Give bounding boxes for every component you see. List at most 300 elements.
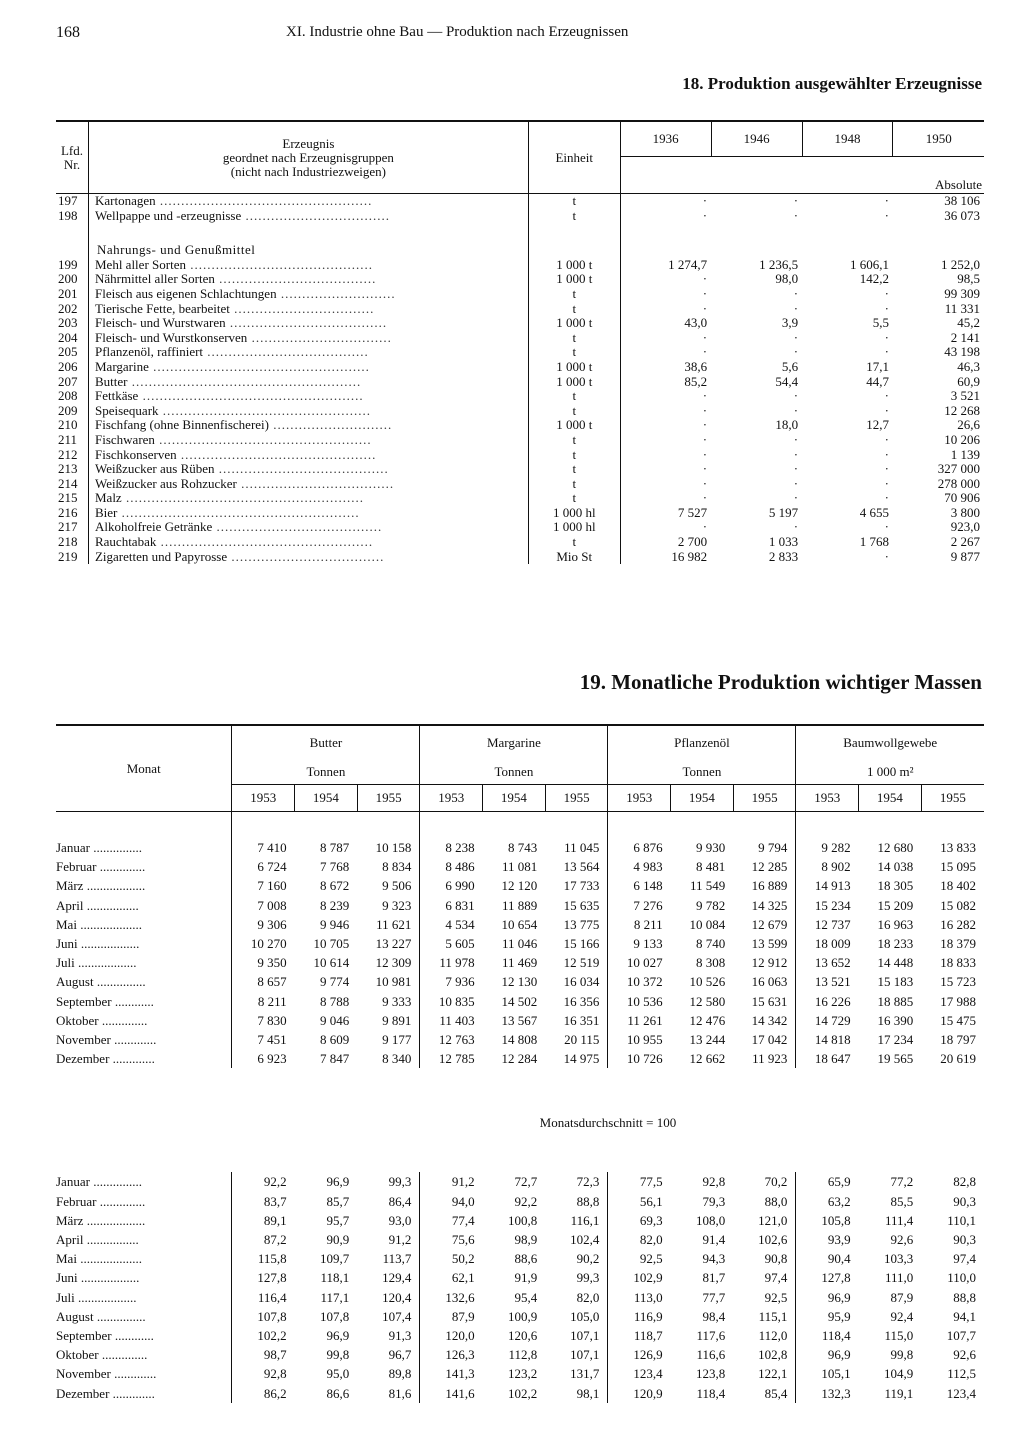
value-cell: 16 982 [671, 548, 708, 564]
value-cell: 119,1 [884, 1385, 914, 1401]
value-cell: 91,4 [702, 1232, 726, 1248]
month-label: Juni [56, 936, 78, 952]
table-row [56, 1268, 984, 1287]
month-name [56, 857, 232, 876]
value-cell: 123,4 [608, 1364, 671, 1383]
value-cell: 9 774 [320, 974, 350, 990]
month-name [56, 972, 232, 991]
month-name [56, 1326, 232, 1345]
value-cell: 91,9 [514, 1270, 538, 1286]
value-cell: 93,9 [796, 1230, 859, 1249]
value-cell: 75,6 [420, 1230, 483, 1249]
value-cell: 8 486 [420, 857, 483, 876]
value-cell: 4 983 [608, 857, 671, 876]
value-cell: 1 139 [950, 446, 980, 462]
value-cell: 9 891 [382, 1012, 412, 1028]
value-cell: 38,6 [684, 358, 708, 374]
value-cell: 90,4 [796, 1249, 859, 1268]
value-cell: · [702, 417, 708, 433]
value-cell: 3 800 [950, 504, 980, 520]
value-cell: 18 233 [877, 936, 914, 952]
value-cell: 15 723 [940, 974, 976, 990]
unit: t [528, 287, 620, 302]
table-row [56, 389, 984, 404]
value-cell: 126,3 [420, 1345, 483, 1364]
value-cell: 88,8 [576, 1193, 600, 1209]
value-cell: 9 877 [950, 548, 980, 564]
month-label: November [56, 1032, 111, 1048]
value-cell: 141,6 [420, 1384, 483, 1403]
month-name [56, 992, 232, 1011]
value-cell: 16 282 [940, 916, 976, 932]
unit: t [528, 331, 620, 346]
product-name [88, 375, 528, 390]
value-cell: 18 305 [877, 878, 914, 894]
value-cell: 9 282 [796, 838, 859, 857]
unit: 1 000 hl [528, 506, 620, 521]
value-cell: 11 403 [420, 1011, 483, 1030]
value-cell: 1 274,7 [668, 256, 708, 272]
value-cell: 9 506 [382, 878, 412, 894]
product-name: Pflanzenöl [608, 725, 796, 760]
product-label: Margarine [94, 359, 149, 374]
value-cell: 17 042 [751, 1032, 788, 1048]
product-name [88, 506, 528, 521]
unit: t [528, 389, 620, 404]
leader-dots: ................................. [229, 301, 375, 316]
value-cell: 102,6 [758, 1232, 788, 1248]
value-cell: 14 325 [751, 897, 788, 913]
value-cell: 86,2 [232, 1384, 295, 1403]
value-cell: · [793, 402, 799, 418]
row-number: 217 [56, 520, 88, 535]
value-cell: 38 106 [944, 193, 980, 208]
value-cell: 10 526 [689, 974, 726, 990]
value-cell: 17 988 [940, 993, 976, 1009]
value-cell: 14 913 [796, 876, 859, 895]
month-label: Oktober [56, 1347, 99, 1363]
value-cell: 9 177 [382, 1032, 412, 1048]
leader-dots: ................ [83, 1232, 139, 1248]
table-row [56, 462, 984, 477]
value-cell: 9 306 [232, 915, 295, 934]
value-cell: 7 410 [232, 838, 295, 857]
value-cell: 72,7 [514, 1174, 538, 1190]
product-label: Fischwaren [94, 432, 155, 447]
value-cell: · [702, 431, 708, 447]
table-row [56, 477, 984, 492]
value-cell: 116,1 [570, 1212, 600, 1228]
value-cell: 11 081 [501, 859, 538, 875]
value-cell: 81,7 [702, 1270, 726, 1286]
value-cell: 14 038 [877, 859, 914, 875]
row-number: 198 [56, 209, 88, 224]
value-cell: · [702, 193, 708, 208]
month-name [56, 1049, 232, 1068]
value-cell: 7 847 [320, 1051, 350, 1067]
month-name [56, 1288, 232, 1307]
value-cell: 95,0 [326, 1366, 350, 1382]
month-label: Mai [56, 916, 77, 932]
col-erzeugnis-line3: (nicht nach Industriezweigen) [230, 163, 386, 179]
value-cell: 102,8 [758, 1347, 788, 1363]
month-name [56, 1011, 232, 1030]
value-cell: 16 390 [877, 1012, 914, 1028]
value-cell: · [702, 329, 708, 345]
value-cell: 16 034 [563, 974, 600, 990]
leader-dots: .................. [83, 1212, 146, 1228]
value-cell: 98,9 [514, 1232, 538, 1248]
value-cell: 85,4 [764, 1385, 788, 1401]
value-cell: · [702, 207, 708, 223]
value-cell: 8 340 [382, 1051, 412, 1067]
value-cell: 77,2 [890, 1174, 914, 1190]
value-cell: 10 206 [944, 431, 980, 447]
value-cell: 9 323 [382, 897, 412, 913]
value-cell: 96,9 [796, 1345, 859, 1364]
value-cell: · [793, 446, 799, 462]
table-row [56, 1192, 984, 1211]
value-cell: 105,8 [796, 1211, 859, 1230]
value-cell: 5,5 [872, 315, 889, 331]
value-cell: 8 787 [320, 840, 350, 855]
page-number: 168 [56, 24, 80, 41]
row-number: 206 [56, 360, 88, 375]
product-name [88, 287, 528, 302]
month-name [56, 1345, 232, 1364]
value-cell: 11 046 [501, 936, 538, 952]
value-cell: · [884, 548, 889, 564]
month-label: Februar [56, 859, 97, 875]
product-name [88, 550, 528, 565]
value-cell: 4 655 [859, 504, 889, 520]
value-cell: 90,8 [764, 1251, 788, 1267]
value-cell: 12 285 [751, 859, 788, 875]
value-cell: 107,8 [320, 1308, 350, 1324]
table-row [56, 838, 984, 857]
value-cell: 92,8 [232, 1364, 295, 1383]
leader-dots: ..................................... [225, 316, 388, 331]
value-cell: 95,9 [796, 1307, 859, 1326]
value-cell: 98,1 [576, 1385, 600, 1401]
value-cell: 1 606,1 [849, 256, 889, 272]
product-label: Pflanzenöl, raffiniert [94, 345, 204, 360]
value-cell: · [793, 285, 799, 301]
product-label: Fleisch- und Wurstwaren [94, 316, 226, 331]
table-row [56, 506, 984, 521]
value-cell: 1 236,5 [759, 256, 799, 272]
value-cell: 120,6 [508, 1328, 538, 1344]
value-cell: 56,1 [608, 1192, 671, 1211]
value-cell: 99,3 [576, 1270, 600, 1286]
value-cell: 18 402 [940, 878, 976, 894]
leader-dots: .............. [98, 1012, 148, 1028]
value-cell: 100,8 [508, 1212, 538, 1228]
row-number: 209 [56, 404, 88, 419]
value-cell: 12 785 [420, 1049, 483, 1068]
table-row [56, 857, 984, 876]
value-cell: 12 737 [796, 915, 859, 934]
value-cell: 18 009 [796, 934, 859, 953]
value-cell: 100,9 [508, 1308, 538, 1324]
value-cell: 11 469 [501, 955, 538, 971]
value-cell: 83,7 [232, 1192, 295, 1211]
leader-dots: ............... [89, 840, 142, 855]
month-label: November [56, 1366, 111, 1382]
value-cell: 12 284 [501, 1051, 538, 1067]
leader-dots: .................. [74, 1289, 137, 1305]
value-cell: 4 534 [420, 915, 483, 934]
product-name [88, 520, 528, 535]
value-cell: 7 830 [232, 1011, 295, 1030]
value-cell: 107,1 [570, 1328, 600, 1344]
value-cell: · [793, 461, 799, 477]
value-cell: 92,8 [702, 1174, 726, 1190]
month-name [56, 1172, 232, 1191]
value-cell: 11 621 [376, 916, 412, 932]
table-row [56, 535, 984, 550]
value-cell: 10 654 [501, 916, 538, 932]
month-name [56, 1030, 232, 1049]
value-cell: 12 763 [420, 1030, 483, 1049]
value-cell: 12 679 [751, 916, 788, 932]
year-header: 1954 [483, 785, 546, 812]
col-monat: Monat [56, 725, 232, 812]
value-cell: 99,3 [388, 1174, 412, 1190]
leader-dots: ............. [110, 1366, 157, 1382]
value-cell: 278 000 [937, 475, 980, 491]
row-number: 208 [56, 389, 88, 404]
month-label: September [56, 993, 112, 1009]
unit: t [528, 477, 620, 492]
value-cell: 105,0 [570, 1308, 600, 1324]
row-number: 207 [56, 375, 88, 390]
page-header [40, 24, 984, 44]
col-erzeugnis-line1: Erzeugnis [282, 135, 335, 151]
value-cell: 8 788 [320, 993, 350, 1009]
value-cell: 122,1 [758, 1366, 788, 1382]
table-19 [56, 724, 984, 1403]
value-cell: 96,9 [326, 1328, 350, 1344]
value-cell: 5 605 [420, 934, 483, 953]
leader-dots: ................... [76, 916, 142, 932]
col-year: 1946 [711, 121, 802, 157]
value-cell: 127,8 [796, 1268, 859, 1287]
table-row [56, 491, 984, 506]
month-name [56, 838, 232, 857]
value-cell: 8 481 [696, 859, 726, 875]
value-cell: 62,1 [420, 1268, 483, 1287]
value-cell: 89,8 [388, 1366, 412, 1382]
unit: 1 000 t [528, 272, 620, 287]
value-cell: 20 115 [564, 1032, 600, 1048]
leader-dots: .................. [74, 955, 137, 971]
value-cell: 10 270 [232, 934, 295, 953]
value-cell: 113,0 [608, 1288, 671, 1307]
value-cell: 12 580 [689, 993, 726, 1009]
value-cell: 12 519 [563, 955, 600, 971]
value-cell: 7 276 [608, 896, 671, 915]
value-cell: 94,1 [953, 1308, 976, 1324]
row-number: 218 [56, 535, 88, 550]
value-cell: · [884, 402, 889, 418]
leader-dots: ........................................................ [121, 491, 364, 506]
value-cell: 8 239 [320, 897, 350, 913]
value-cell: · [702, 475, 708, 491]
table-19-title: 19. Monatliche Produktion wichtiger Massen [579, 670, 982, 694]
product-name: Margarine [420, 725, 608, 760]
product-label: Nährmittel aller Sorten [94, 272, 215, 287]
product-label: Weißzucker aus Rüben [94, 462, 215, 477]
value-cell: · [884, 193, 889, 208]
index-caption: Monatsdurchschnitt = 100 [539, 1114, 677, 1130]
col-lfd-nr: Lfd. Nr. [56, 121, 88, 194]
value-cell: 20 619 [940, 1051, 976, 1067]
value-cell: 9 794 [758, 840, 788, 855]
value-cell: 98,0 [775, 271, 799, 287]
value-cell: 88,0 [764, 1193, 788, 1209]
value-cell: 92,2 [514, 1193, 538, 1209]
product-name [88, 491, 528, 506]
row-number: 214 [56, 477, 88, 492]
month-label: September [56, 1328, 112, 1344]
col-year: 1950 [893, 121, 984, 157]
row-number: 203 [56, 316, 88, 331]
value-cell: 120,4 [382, 1289, 412, 1305]
unit: 1 000 t [528, 375, 620, 390]
row-number: 201 [56, 287, 88, 302]
value-cell: · [702, 490, 708, 506]
value-cell: 17 234 [877, 1032, 914, 1048]
leader-dots: .................................................. [155, 193, 373, 208]
value-cell: 12 912 [751, 955, 788, 971]
leader-dots: ....................................... [212, 520, 383, 535]
value-cell: 54,4 [775, 373, 799, 389]
value-cell: 87,9 [420, 1307, 483, 1326]
value-cell: · [793, 344, 799, 360]
value-cell: 13 833 [940, 840, 976, 855]
year-header: 1954 [671, 785, 734, 812]
value-cell: 14 448 [877, 955, 914, 971]
value-cell: 1 768 [859, 534, 889, 550]
leader-dots: .................................................... [138, 389, 364, 404]
unit: t [528, 491, 620, 506]
value-cell: 98,7 [232, 1345, 295, 1364]
table-row [56, 287, 984, 302]
table-18 [56, 120, 984, 564]
table-row [56, 272, 984, 287]
value-cell: · [884, 446, 889, 462]
row-number: 199 [56, 258, 88, 273]
product-name [88, 194, 528, 209]
value-cell: 14 342 [751, 1012, 788, 1028]
month-name [56, 1307, 232, 1326]
value-cell: · [793, 475, 799, 491]
month-name [56, 915, 232, 934]
value-cell: 13 244 [689, 1032, 726, 1048]
value-cell: · [884, 329, 889, 345]
value-cell: 18 797 [940, 1032, 976, 1048]
value-cell: 12 130 [501, 974, 538, 990]
unit: t [528, 535, 620, 550]
value-cell: 11 331 [944, 300, 980, 316]
value-cell: 123,2 [508, 1366, 538, 1382]
value-cell: 88,6 [514, 1251, 538, 1267]
value-cell: 15 635 [563, 897, 600, 913]
month-label: Juni [56, 1270, 78, 1286]
value-cell: 11 045 [564, 840, 600, 855]
product-unit: Tonnen [420, 760, 608, 785]
year-header: 1953 [420, 785, 483, 812]
value-cell: 2 833 [768, 548, 799, 564]
unit: t [528, 433, 620, 448]
value-cell: 118,4 [796, 1326, 859, 1345]
value-cell: · [702, 300, 708, 316]
value-cell: 5 197 [768, 504, 799, 520]
value-cell: 132,3 [796, 1384, 859, 1403]
value-cell: 77,5 [608, 1172, 671, 1191]
table-row [56, 418, 984, 433]
leader-dots: ........................................... [185, 257, 373, 272]
value-cell: · [793, 329, 799, 345]
table-row [56, 1011, 984, 1030]
value-cell: 92,6 [953, 1347, 976, 1363]
value-cell: 327 000 [937, 461, 980, 477]
value-cell: 118,7 [608, 1326, 671, 1345]
value-cell: 113,7 [382, 1251, 412, 1267]
year-header: 1953 [232, 785, 295, 812]
value-cell: 86,4 [388, 1193, 412, 1209]
value-cell: 91,2 [388, 1232, 412, 1248]
value-cell: 93,0 [388, 1212, 412, 1228]
product-label: Speisequark [94, 403, 159, 418]
value-cell: 85,7 [326, 1193, 350, 1209]
col-year: 1936 [620, 121, 711, 157]
value-cell: 72,3 [576, 1174, 600, 1190]
value-cell: 12 309 [375, 955, 412, 971]
value-cell: 115,0 [884, 1328, 914, 1344]
product-name [88, 272, 528, 287]
value-cell: 13 652 [796, 953, 859, 972]
value-cell: 16 356 [563, 993, 600, 1009]
value-cell: 96,7 [388, 1347, 412, 1363]
value-cell: 77,4 [420, 1211, 483, 1230]
product-name [88, 418, 528, 433]
month-name [56, 1230, 232, 1249]
value-cell: · [884, 475, 889, 491]
value-cell: · [793, 388, 799, 404]
col-year: 1948 [802, 121, 893, 157]
value-cell: 116,9 [608, 1307, 671, 1326]
value-cell: 8 743 [508, 840, 538, 855]
year-header: 1955 [545, 785, 608, 812]
value-cell: 102,2 [232, 1326, 295, 1345]
unit: 1 000 t [528, 418, 620, 433]
value-cell: 115,8 [232, 1249, 295, 1268]
leader-dots: .............................................. [176, 447, 377, 462]
absolute-label: Absolute [620, 157, 984, 194]
value-cell: 14 729 [796, 1011, 859, 1030]
product-label: Fischfang (ohne Binnenfischerei) [94, 418, 269, 433]
leader-dots: ................................................... [148, 359, 370, 374]
product-label: Rauchtabak [94, 535, 157, 550]
value-cell: 6 724 [232, 857, 295, 876]
value-cell: 15 475 [940, 1012, 976, 1028]
value-cell: · [702, 446, 708, 462]
product-label: Malz [94, 491, 122, 506]
value-cell: 107,1 [570, 1347, 600, 1363]
value-cell: 98,5 [957, 271, 980, 287]
